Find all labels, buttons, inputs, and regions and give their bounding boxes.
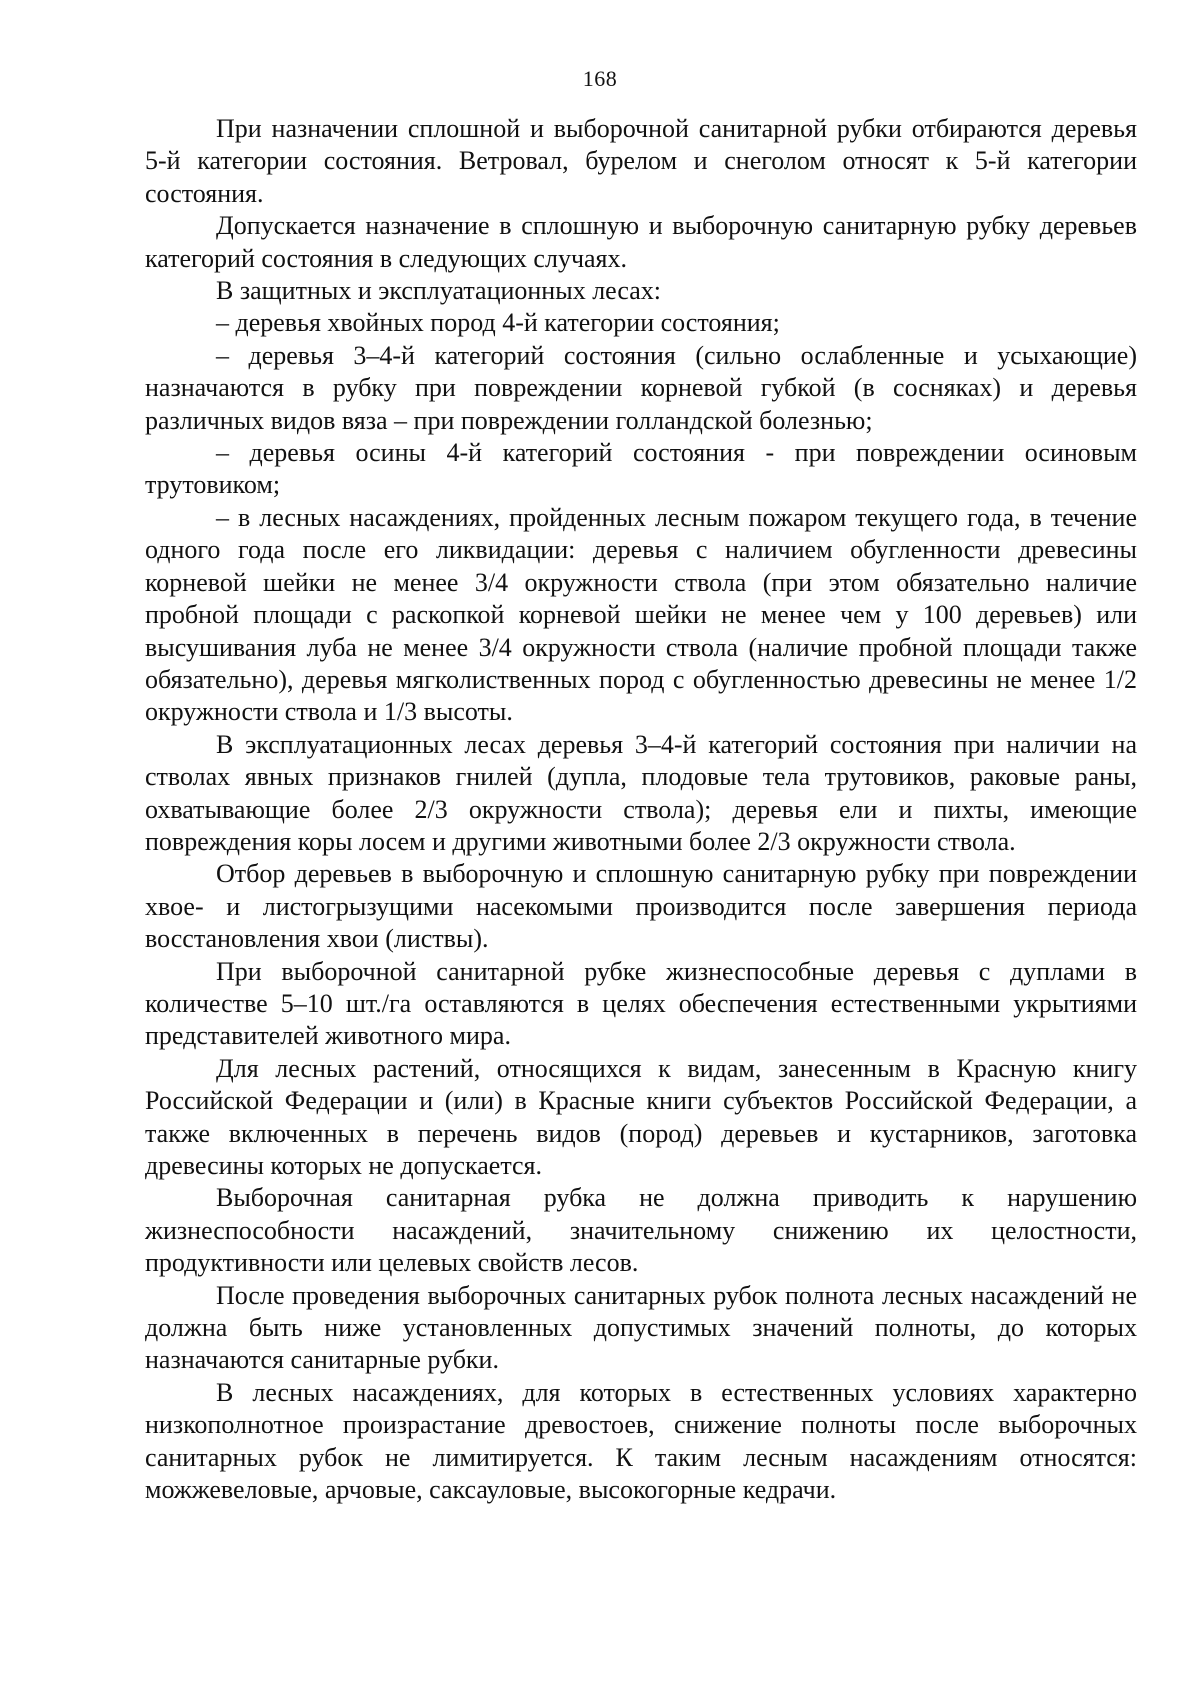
paragraph: Выборочная санитарная рубка не должна приводить к нарушению жизнеспособности насаждений, значительному снижению их целостности, продуктивности или целевых свойств лесов. — [145, 1183, 1137, 1278]
paragraph: Допускается назначение в сплошную и выборочную санитарную рубку деревьев категорий состояния в следующих случаях. — [145, 211, 1137, 273]
paragraph: Для лесных растений, относящихся к видам, занесенным в Красную книгу Российской Федерации и (или) в Красные книги субъектов Российской Федерации, а также включенных в перечень видов (пород) деревьев и кустарников, заготовка древесины которых не допускается. — [145, 1053, 1137, 1180]
list-item: – деревья 3–4-й категорий состояния (сильно ослабленные и усыхающие) назначаются в рубку при повреждении корневой губкой (в сосняках) и деревья различных видов вяза – при повреждении голландской болезнью; — [145, 340, 1137, 435]
page-number: 168 — [582, 66, 618, 91]
paragraph: После проведения выборочных санитарных рубок полнота лесных насаждений не должна быть ниже установленных допустимых значений полноты, до которых назначаются санитарные рубки. — [145, 1280, 1137, 1375]
page-body — [145, 113, 1137, 1506]
list-item: – деревья хвойных пород 4-й категории состояния; — [216, 308, 780, 338]
paragraph: При выборочной санитарной рубке жизнеспособные деревья с дуплами в количестве 5–10 шт./га оставляются в целях обеспечения естественными укрытиями представителей животного мира. — [145, 956, 1137, 1051]
paragraph: В лесных насаждениях, для которых в естественных условиях характерно низкополнотное произрастание древостоев, снижение полноты после выборочных санитарных рубок не лимитируется. К таким лесным насаждениям относятся: можжевеловые, арчовые, саксауловые, высокогорные кедрачи. — [145, 1377, 1137, 1505]
paragraph: В защитных и эксплуатационных лесах: — [216, 276, 661, 306]
paragraph: Отбор деревьев в выборочную и сплошную санитарную рубку при повреждении хвое- и листогрызущими насекомыми производится после завершения периода восстановления хвои (листвы). — [145, 859, 1137, 954]
paragraph: При назначении сплошной и выборочной санитарной рубки отбираются деревья 5-й категории состояния. Ветровал, бурелом и снеголом относят к 5-й категории состояния. — [145, 114, 1137, 208]
list-item: – в лесных насаждениях, пройденных лесным пожаром текущего года, в течение одного года после его ликвидации: деревья с наличием обугленности древесины корневой шейки не менее 3/4 окружности ствола (при этом обязательно наличие пробной площади с раскопкой корневой шейки не менее чем у 100 деревьев) или высушивания луба не менее 3/4 окружности ствола (наличие пробной площади также обязательно), деревья мягколиственных пород с обугленностью древесины не менее 1/2 окружности ствола и 1/3 высоты. — [145, 502, 1137, 727]
list-item: – деревья осины 4-й категорий состояния - при повреждении осиновым трутовиком; — [145, 438, 1137, 500]
paragraph: В эксплуатационных лесах деревья 3–4-й категорий состояния при наличии на стволах явных признаков гнилей (дупла, плодовые тела трутовиков, раковые раны, охватывающие более 2/3 окружности ствола); деревья ели и пихты, имеющие повреждения коры лосем и другими животными более 2/3 окружности ствола. — [145, 729, 1137, 856]
